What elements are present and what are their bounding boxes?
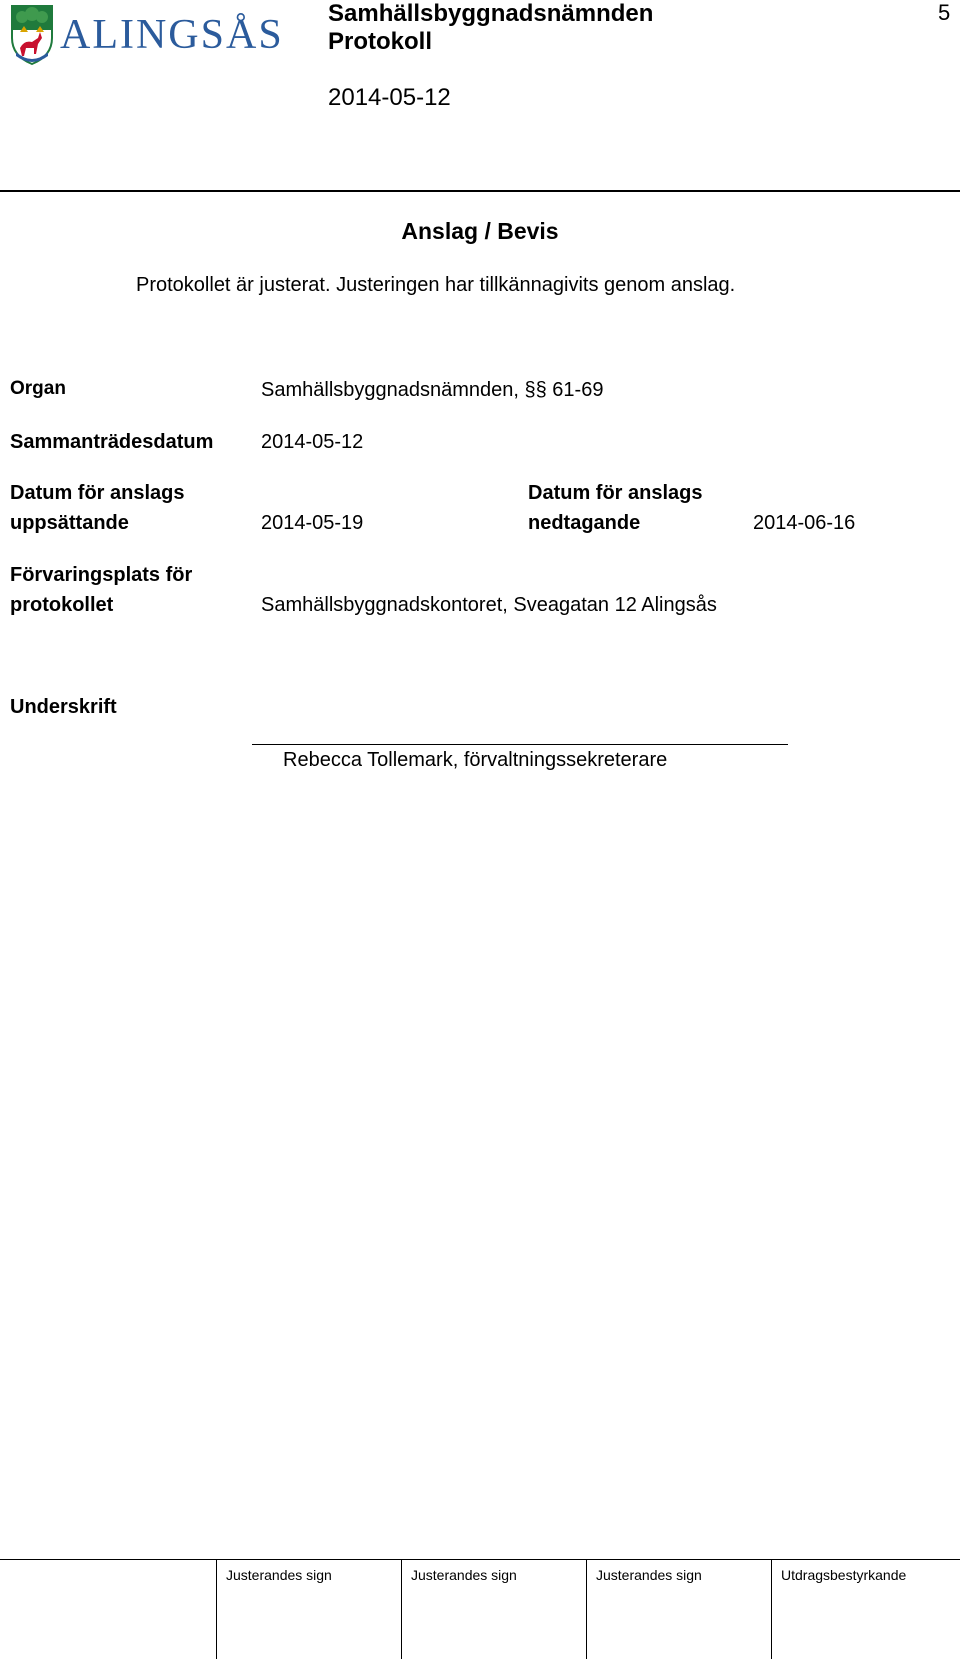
signatory-name: Rebecca Tollemark, förvaltningssekreterare: [283, 749, 668, 771]
organ-label: Organ: [10, 378, 66, 399]
footer-cell-initials-1: Justerandes sign: [226, 1567, 332, 1583]
page-title: Anslag / Bevis: [401, 218, 559, 244]
meeting-date-value: 2014-05-12: [261, 431, 364, 453]
meeting-date-label: Sammanträdesdatum: [10, 431, 214, 453]
footer-column-divider: [401, 1559, 402, 1659]
storage-label-line2: protokollet: [10, 594, 114, 616]
posting-date-label-line1: Datum för anslags: [10, 482, 185, 504]
coat-of-arms-icon: [12, 6, 52, 64]
posting-date-label-line2: uppsättande: [10, 512, 129, 534]
footer-cell-initials-3: Justerandes sign: [596, 1567, 702, 1583]
storage-value: Samhällsbyggnadskontoret, Sveagatan 12 Alingsås: [261, 594, 717, 616]
header-organization: Samhällsbyggnadsnämnden: [328, 0, 654, 27]
organ-value: Samhällsbyggnadsnämnden, §§ 61-69: [261, 379, 604, 401]
removal-date-value: 2014-06-16: [753, 512, 856, 534]
footer-column-divider: [586, 1559, 587, 1659]
footer-cell-initials-2: Justerandes sign: [411, 1567, 517, 1583]
storage-label-line1: Förvaringsplats för: [10, 564, 193, 586]
removal-date-label-line1: Datum för anslags: [528, 482, 703, 504]
header-document-type: Protokoll: [328, 28, 433, 55]
signature-label: Underskrift: [10, 696, 117, 718]
posting-date-value: 2014-05-19: [261, 512, 364, 534]
footer-column-divider: [771, 1559, 772, 1659]
footer-divider: [0, 1559, 960, 1560]
removal-date-label-line2: nedtagande: [528, 512, 641, 534]
footer-column-divider: [216, 1559, 217, 1659]
alingsas-logo: [8, 2, 298, 70]
logo-wordmark: ALINGSÅS: [60, 12, 284, 58]
intro-text: Protokollet är justerat. Justeringen har tillkännagivits genom anslag.: [136, 274, 736, 296]
header-date: 2014-05-12: [328, 84, 451, 111]
footer-cell-certification: Utdragsbestyrkande: [781, 1567, 907, 1583]
header-divider: [0, 190, 960, 192]
page-number: 5: [938, 0, 951, 25]
